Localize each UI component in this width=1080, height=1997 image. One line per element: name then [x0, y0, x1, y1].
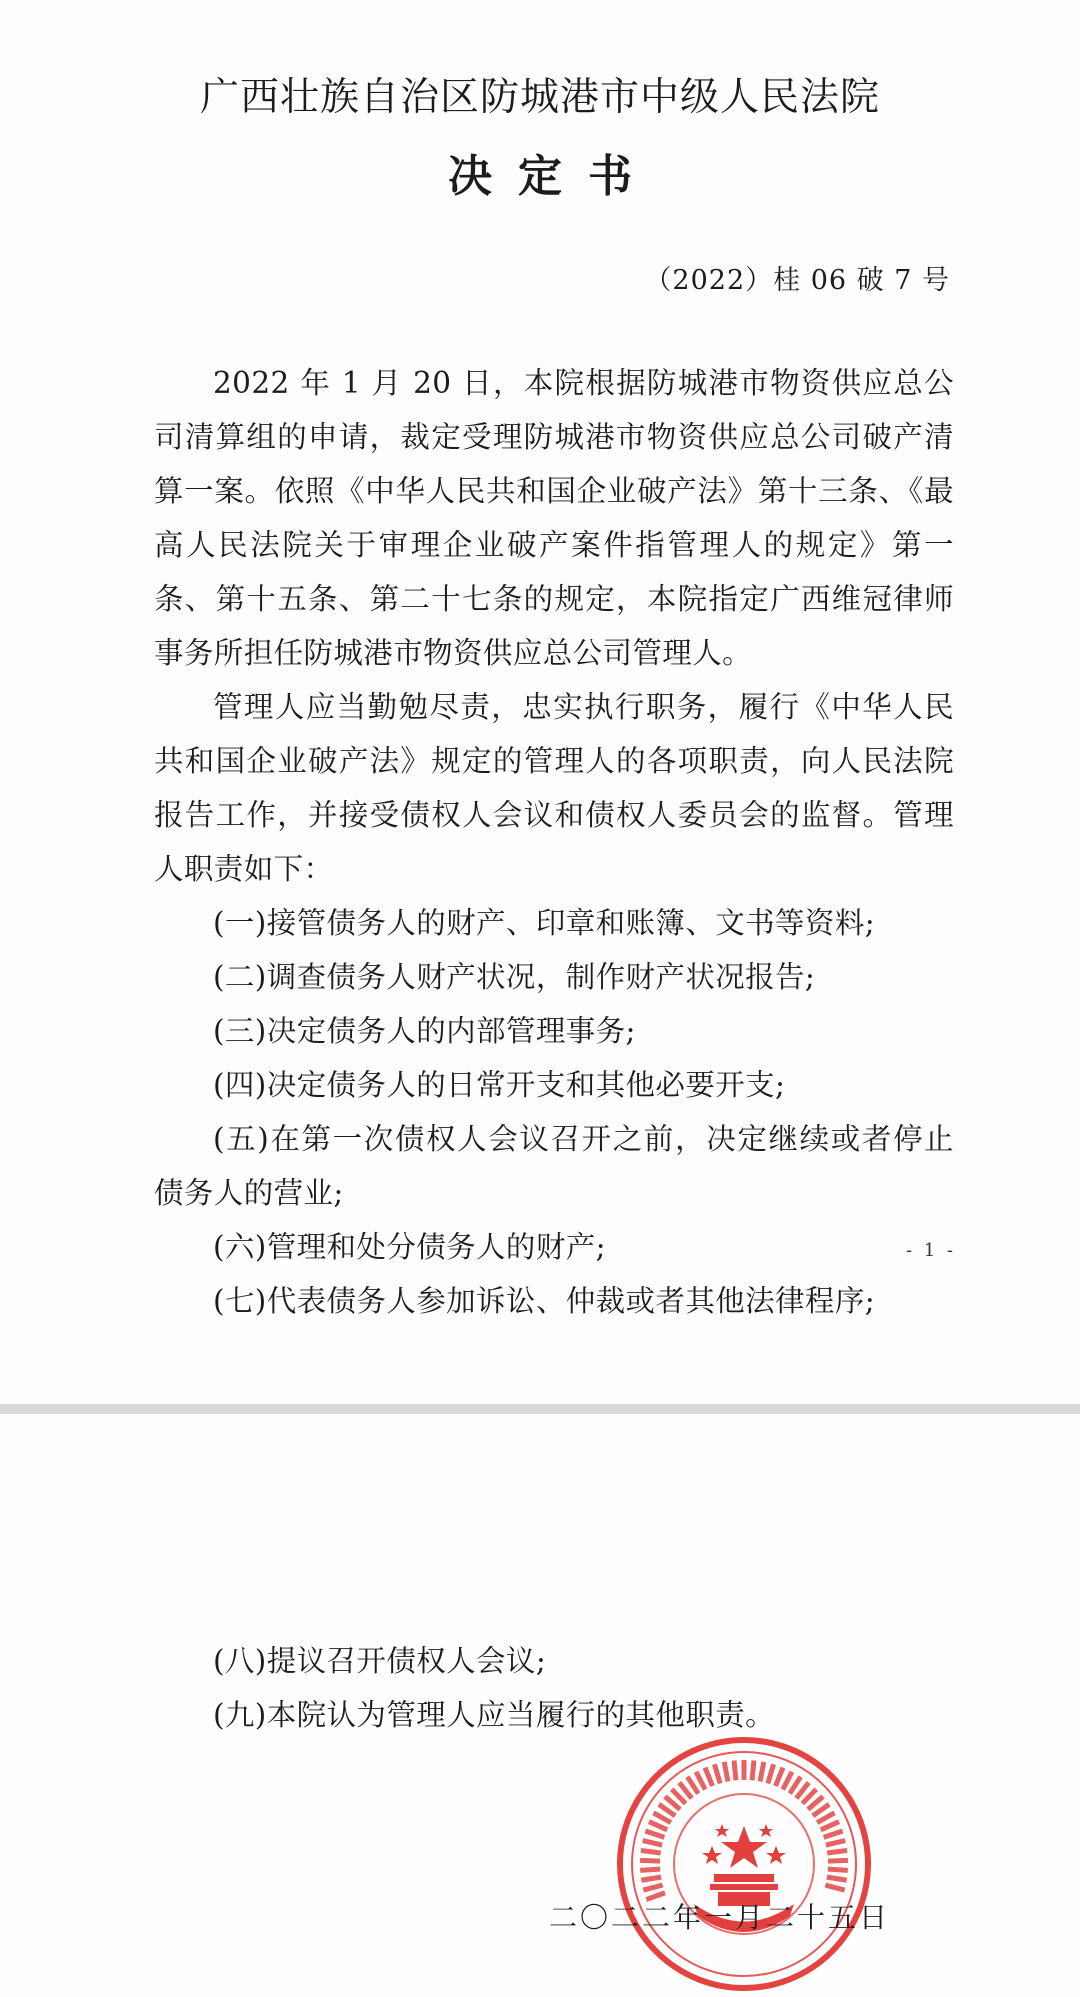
- seal-rim-mark: [705, 1768, 712, 1787]
- seal-rim-mark: [826, 1841, 845, 1845]
- court-seal-icon: [614, 1734, 874, 1994]
- document-page-2: [0, 1414, 1080, 1997]
- seal-rim-mark: [640, 1869, 660, 1870]
- page-separator: [0, 1404, 1080, 1414]
- seal-rim-mark: [641, 1877, 661, 1880]
- seal-rim-mark: [824, 1831, 843, 1837]
- duty-item-9: (九)本院认为管理人应当履行的其他职责。: [213, 1698, 776, 1732]
- duty-item-4: (四)决定债务人的日常开支和其他必要开支;: [213, 1068, 786, 1102]
- paragraph-duties-intro: 管理人应当勤勉尽责，忠实执行职务，履行《中华人民共和国企业破产法》规定的管理人的各项职责，向人民法院报告工作，并接受债权人会议和债权人委员会的监督。管理人职责如下：: [154, 690, 954, 886]
- duty-item-5: (五)在第一次债权人会议召开之前，决定继续或者停止债务人的营业;: [154, 1122, 954, 1210]
- case-number: （2022）桂 06 破 7 号: [644, 265, 950, 296]
- seal-rim-mark: [643, 1885, 662, 1890]
- document-title: 决定书: [448, 151, 658, 202]
- seal-rim-mark: [821, 1822, 839, 1830]
- seal-rim-mark: [783, 1772, 792, 1790]
- seal-rim-mark: [825, 1885, 844, 1890]
- document-body-continued: [154, 1634, 954, 1742]
- paragraph-appointment: 2022 年 1 月 20 日，本院根据防城港市物资供应总公司清算组的申请，裁定受理防城港市物资供应总公司破产清算一案。依照《中华人民共和国企业破产法》第十三条、《最高人民法院关于审理企业破产案件指管理人的规定》第一条、第十五条、第二十七条的规定，本院指定广西维冠律师事务所担任防城港市物资供应总公司管理人。: [154, 366, 954, 670]
- seal-rim-mark: [828, 1860, 848, 1861]
- seal-rim-mark: [724, 1762, 728, 1782]
- seal-rim-mark: [645, 1831, 664, 1837]
- duty-item-3: (三)决定债务人的内部管理事务;: [213, 1014, 636, 1048]
- seal-rim-mark: [768, 1764, 774, 1783]
- document-date: 二〇二二年一月二十五日: [548, 1901, 890, 1934]
- duty-item-6: (六)管理和处分债务人的财产;: [213, 1230, 606, 1264]
- seal-rim-mark: [827, 1877, 847, 1880]
- seal-rim-mark: [643, 1841, 662, 1845]
- seal-rim-mark: [696, 1772, 705, 1790]
- seal-rim-mark: [760, 1762, 764, 1782]
- seal-rim-mark: [817, 1813, 834, 1823]
- seal-rim-mark: [752, 1760, 754, 1780]
- seal-rim-mark: [828, 1869, 848, 1870]
- seal-rim-mark: [641, 1850, 661, 1853]
- seal-rim-mark: [649, 1822, 667, 1830]
- page-number: - 1 -: [905, 1240, 956, 1261]
- court-name: 广西壮族自治区防城港市中级人民法院: [199, 75, 880, 120]
- duty-item-2: (二)调查债务人财产状况，制作财产状况报告;: [213, 960, 816, 994]
- seal-rim-mark: [714, 1764, 720, 1783]
- seal-rim-mark: [734, 1760, 736, 1780]
- seal-rim-mark: [827, 1850, 847, 1853]
- seal-rim-mark: [775, 1768, 782, 1787]
- duty-item-1: (一)接管债务人的财产、印章和账簿、文书等资料;: [213, 906, 876, 940]
- seal-rim-mark: [640, 1860, 660, 1861]
- seal-rim-mark: [653, 1813, 670, 1823]
- duty-item-8: (八)提议召开债权人会议;: [213, 1644, 547, 1678]
- duty-item-7: (七)代表债务人参加诉讼、仲裁或者其他法律程序;: [213, 1284, 876, 1318]
- document-body: [154, 356, 954, 1328]
